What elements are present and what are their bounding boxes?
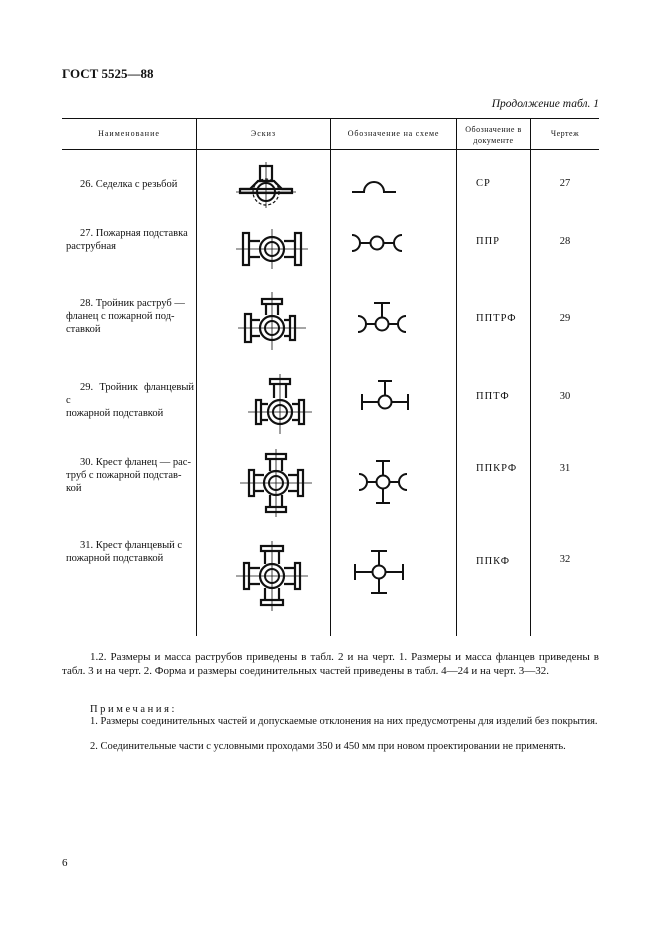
row-name: 29. Тройник фланцевый с пожарной подставкой xyxy=(66,382,194,419)
row-name: 27. Пожарная подставка раструбная xyxy=(66,228,188,252)
row-code: ППКРФ xyxy=(476,463,518,474)
table-continuation-label: Продолжение табл. 1 xyxy=(491,98,599,110)
header-drawing: Чертеж xyxy=(550,129,580,138)
note-2: 2. Соединительные части с условными проходами 350 и 450 мм при новом проектировании не применять. xyxy=(90,741,566,752)
tee-socket-flange-sketch-icon xyxy=(236,290,308,352)
row-name: 30. Крест фланец — рас- труб с пожарной подстав- кой xyxy=(66,457,191,494)
hydrant-stand-socket-symbol-icon xyxy=(348,233,406,253)
standard-title: ГОСТ 5525—88 xyxy=(62,66,154,81)
tee-flanged-symbol-icon xyxy=(360,378,412,412)
row-name: 28. Тройник раструб — фланец с пожарной под- ставкой xyxy=(66,298,185,335)
row-code: ППТФ xyxy=(476,391,510,402)
saddle-thread-sketch-icon xyxy=(236,160,296,210)
row-name: 31. Крест фланцевый с пожарной подставкой xyxy=(66,540,183,564)
cross-flange-socket-symbol-icon xyxy=(355,458,411,506)
table-col-divider xyxy=(456,118,457,636)
header-sketch: Эскиз xyxy=(250,129,277,138)
row-code: ППР xyxy=(476,236,501,247)
page-number: 6 xyxy=(62,857,68,869)
notes-title: Примечания: xyxy=(90,704,178,715)
cross-flanged-sketch-icon xyxy=(234,540,310,612)
header-doc-designation: Обозначение в документе xyxy=(465,125,522,145)
cross-flange-socket-sketch-icon xyxy=(236,448,316,518)
row-drawing-number: 28 xyxy=(559,236,571,247)
row-code: СР xyxy=(476,178,491,189)
row-drawing-number: 29 xyxy=(559,313,571,324)
row-drawing-number: 27 xyxy=(559,178,571,189)
note-1: 1. Размеры соединительных частей и допускаемые отклонения на них предусмотрены для изделий без покрытия. xyxy=(90,716,598,727)
table-col-divider xyxy=(196,118,197,636)
row-code: ППКФ xyxy=(476,556,511,567)
row-name: 26. Седелка с резьбой xyxy=(80,179,178,190)
cross-flanged-symbol-icon xyxy=(353,548,405,596)
hydrant-stand-socket-sketch-icon xyxy=(236,226,308,272)
row-drawing-number: 31 xyxy=(559,463,571,474)
row-drawing-number: 32 xyxy=(559,554,571,565)
tee-socket-flange-symbol-icon xyxy=(354,300,410,340)
row-code: ППТРФ xyxy=(476,313,517,324)
paragraph-1-2: 1.2. Размеры и масса раструбов приведены в табл. 2 и на черт. 1. Размеры и масса фланцев приведены в табл. 3 и на черт. 2. Форма и размеры соединительных частей приведены в табл. 4—24 и на черт. 3—32. xyxy=(62,651,599,677)
header-name: Наименование xyxy=(98,129,160,138)
table-col-divider xyxy=(330,118,331,636)
header-scheme: Обозначение на схеме xyxy=(347,129,440,138)
tee-flanged-sketch-icon xyxy=(244,372,316,436)
saddle-thread-symbol-icon xyxy=(350,170,398,196)
row-drawing-number: 30 xyxy=(559,391,571,402)
table-col-divider xyxy=(530,118,531,636)
